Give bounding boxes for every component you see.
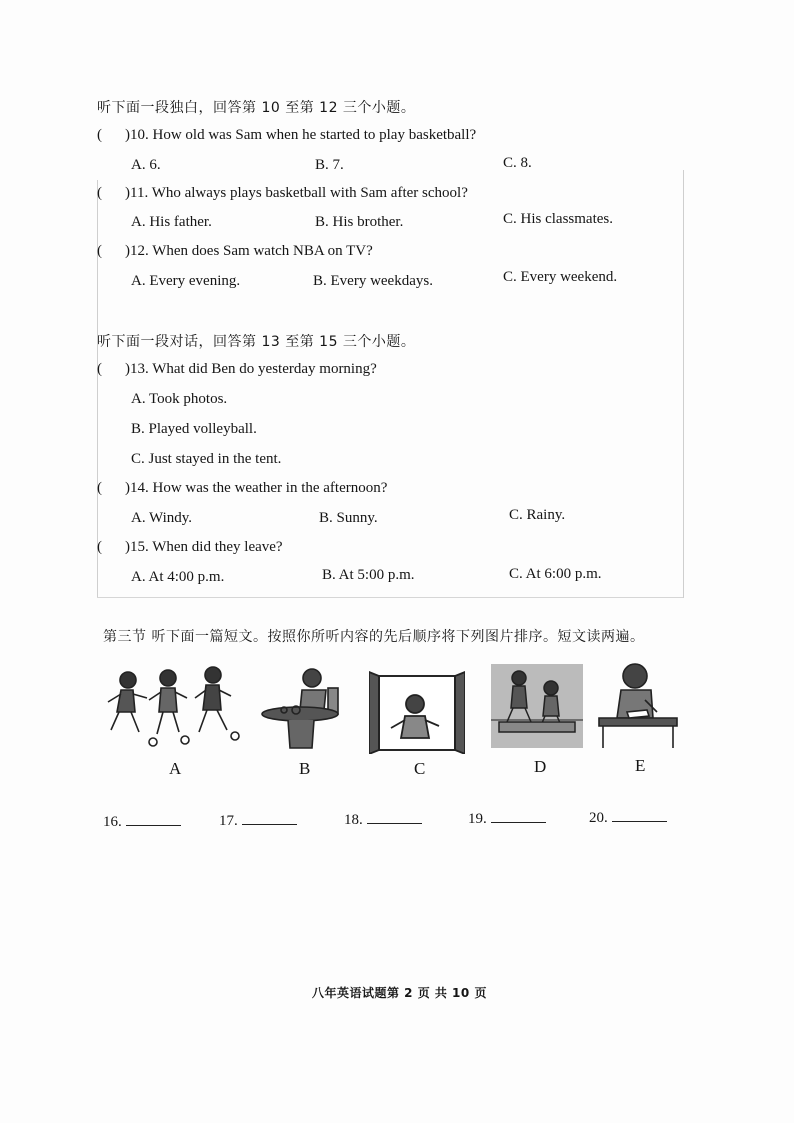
answer-blank-16[interactable]: 16. (103, 811, 181, 831)
frame-line-bottom (97, 597, 683, 598)
picture-a-football (103, 660, 248, 752)
question-text: When did they leave? (152, 539, 283, 555)
blank-line[interactable] (612, 807, 667, 822)
option-13a: A. Took photos. (131, 391, 228, 407)
picture-d-classroom (489, 660, 585, 750)
picture-d-label: D (534, 757, 547, 776)
blank-line[interactable] (491, 808, 546, 823)
question-15: ( )15. When did they leave? (97, 539, 283, 555)
question-14: ( )14. How was the weather in the afternoon? (97, 480, 388, 496)
answer-blank-19[interactable]: 19. (468, 808, 546, 828)
question-text: Who always plays basketball with Sam after school? (151, 185, 468, 201)
option-14b: B. Sunny. (319, 510, 378, 526)
question-11: ( )11. Who always plays basketball with Sam after school? (97, 185, 468, 201)
option-15c: C. At 6:00 p.m. (509, 566, 602, 582)
answer-paren[interactable]: ( (97, 539, 102, 555)
question-text: How was the weather in the afternoon? (152, 480, 388, 496)
option-12a: A. Every evening. (131, 273, 241, 289)
question-text: How old was Sam when he started to play basketball? (152, 127, 477, 143)
option-10c: C. 8. (503, 155, 532, 171)
answer-paren[interactable]: ( (97, 361, 102, 377)
picture-a-label: A (169, 759, 182, 778)
option-15b: B. At 5:00 p.m. (322, 567, 415, 583)
picture-b-eating (260, 660, 350, 752)
option-11a: A. His father. (131, 214, 212, 230)
option-12b: B. Every weekdays. (313, 273, 433, 289)
picture-e-label: E (635, 756, 646, 775)
picture-b-label: B (299, 759, 311, 778)
answer-blank-17[interactable]: 17. (219, 810, 297, 830)
answer-paren[interactable]: ( (97, 243, 102, 259)
option-12c: C. Every weekend. (503, 269, 618, 285)
answer-blank-18[interactable]: 18. (344, 809, 422, 829)
page-footer: 八年英语试题第 2 页 共 10 页 (312, 986, 487, 1000)
answer-paren[interactable]: ( (97, 480, 102, 496)
section3-instruction: 第三节 听下面一篇短文。按照你所听内容的先后顺序将下列图片排序。短文读两遍。 (103, 629, 645, 645)
picture-e-writing (597, 656, 681, 750)
option-14c: C. Rainy. (509, 507, 566, 523)
picture-c-window (369, 668, 465, 754)
blank-line[interactable] (367, 809, 422, 824)
section1-instruction: 听下面一段独白，回答第 10 至第 12 三个小题。 (97, 100, 416, 116)
picture-c-label: C (414, 759, 426, 778)
option-15a: A. At 4:00 p.m. (131, 569, 225, 585)
question-13: ( )13. What did Ben do yesterday morning? (97, 361, 377, 377)
question-text: When does Sam watch NBA on TV? (152, 243, 373, 259)
blank-line[interactable] (126, 811, 181, 826)
answer-paren[interactable]: ( (97, 185, 102, 201)
blank-line[interactable] (242, 810, 297, 825)
section2-instruction: 听下面一段对话，回答第 13 至第 15 三个小题。 (97, 334, 416, 350)
option-10b: B. 7. (315, 157, 344, 173)
answer-paren[interactable]: ( (97, 127, 102, 143)
option-13b: B. Played volleyball. (131, 421, 257, 437)
option-10a: A. 6. (131, 157, 161, 173)
option-14a: A. Windy. (131, 510, 193, 526)
question-text: What did Ben do yesterday morning? (152, 361, 377, 377)
question-10: ( )10. How old was Sam when he started to play basketball? (97, 127, 477, 143)
option-11b: B. His brother. (315, 214, 404, 230)
answer-blank-20[interactable]: 20. (589, 807, 667, 827)
frame-line-right (683, 170, 684, 598)
option-13c: C. Just stayed in the tent. (131, 451, 282, 467)
question-12: ( )12. When does Sam watch NBA on TV? (97, 243, 373, 259)
option-11c: C. His classmates. (503, 211, 613, 227)
